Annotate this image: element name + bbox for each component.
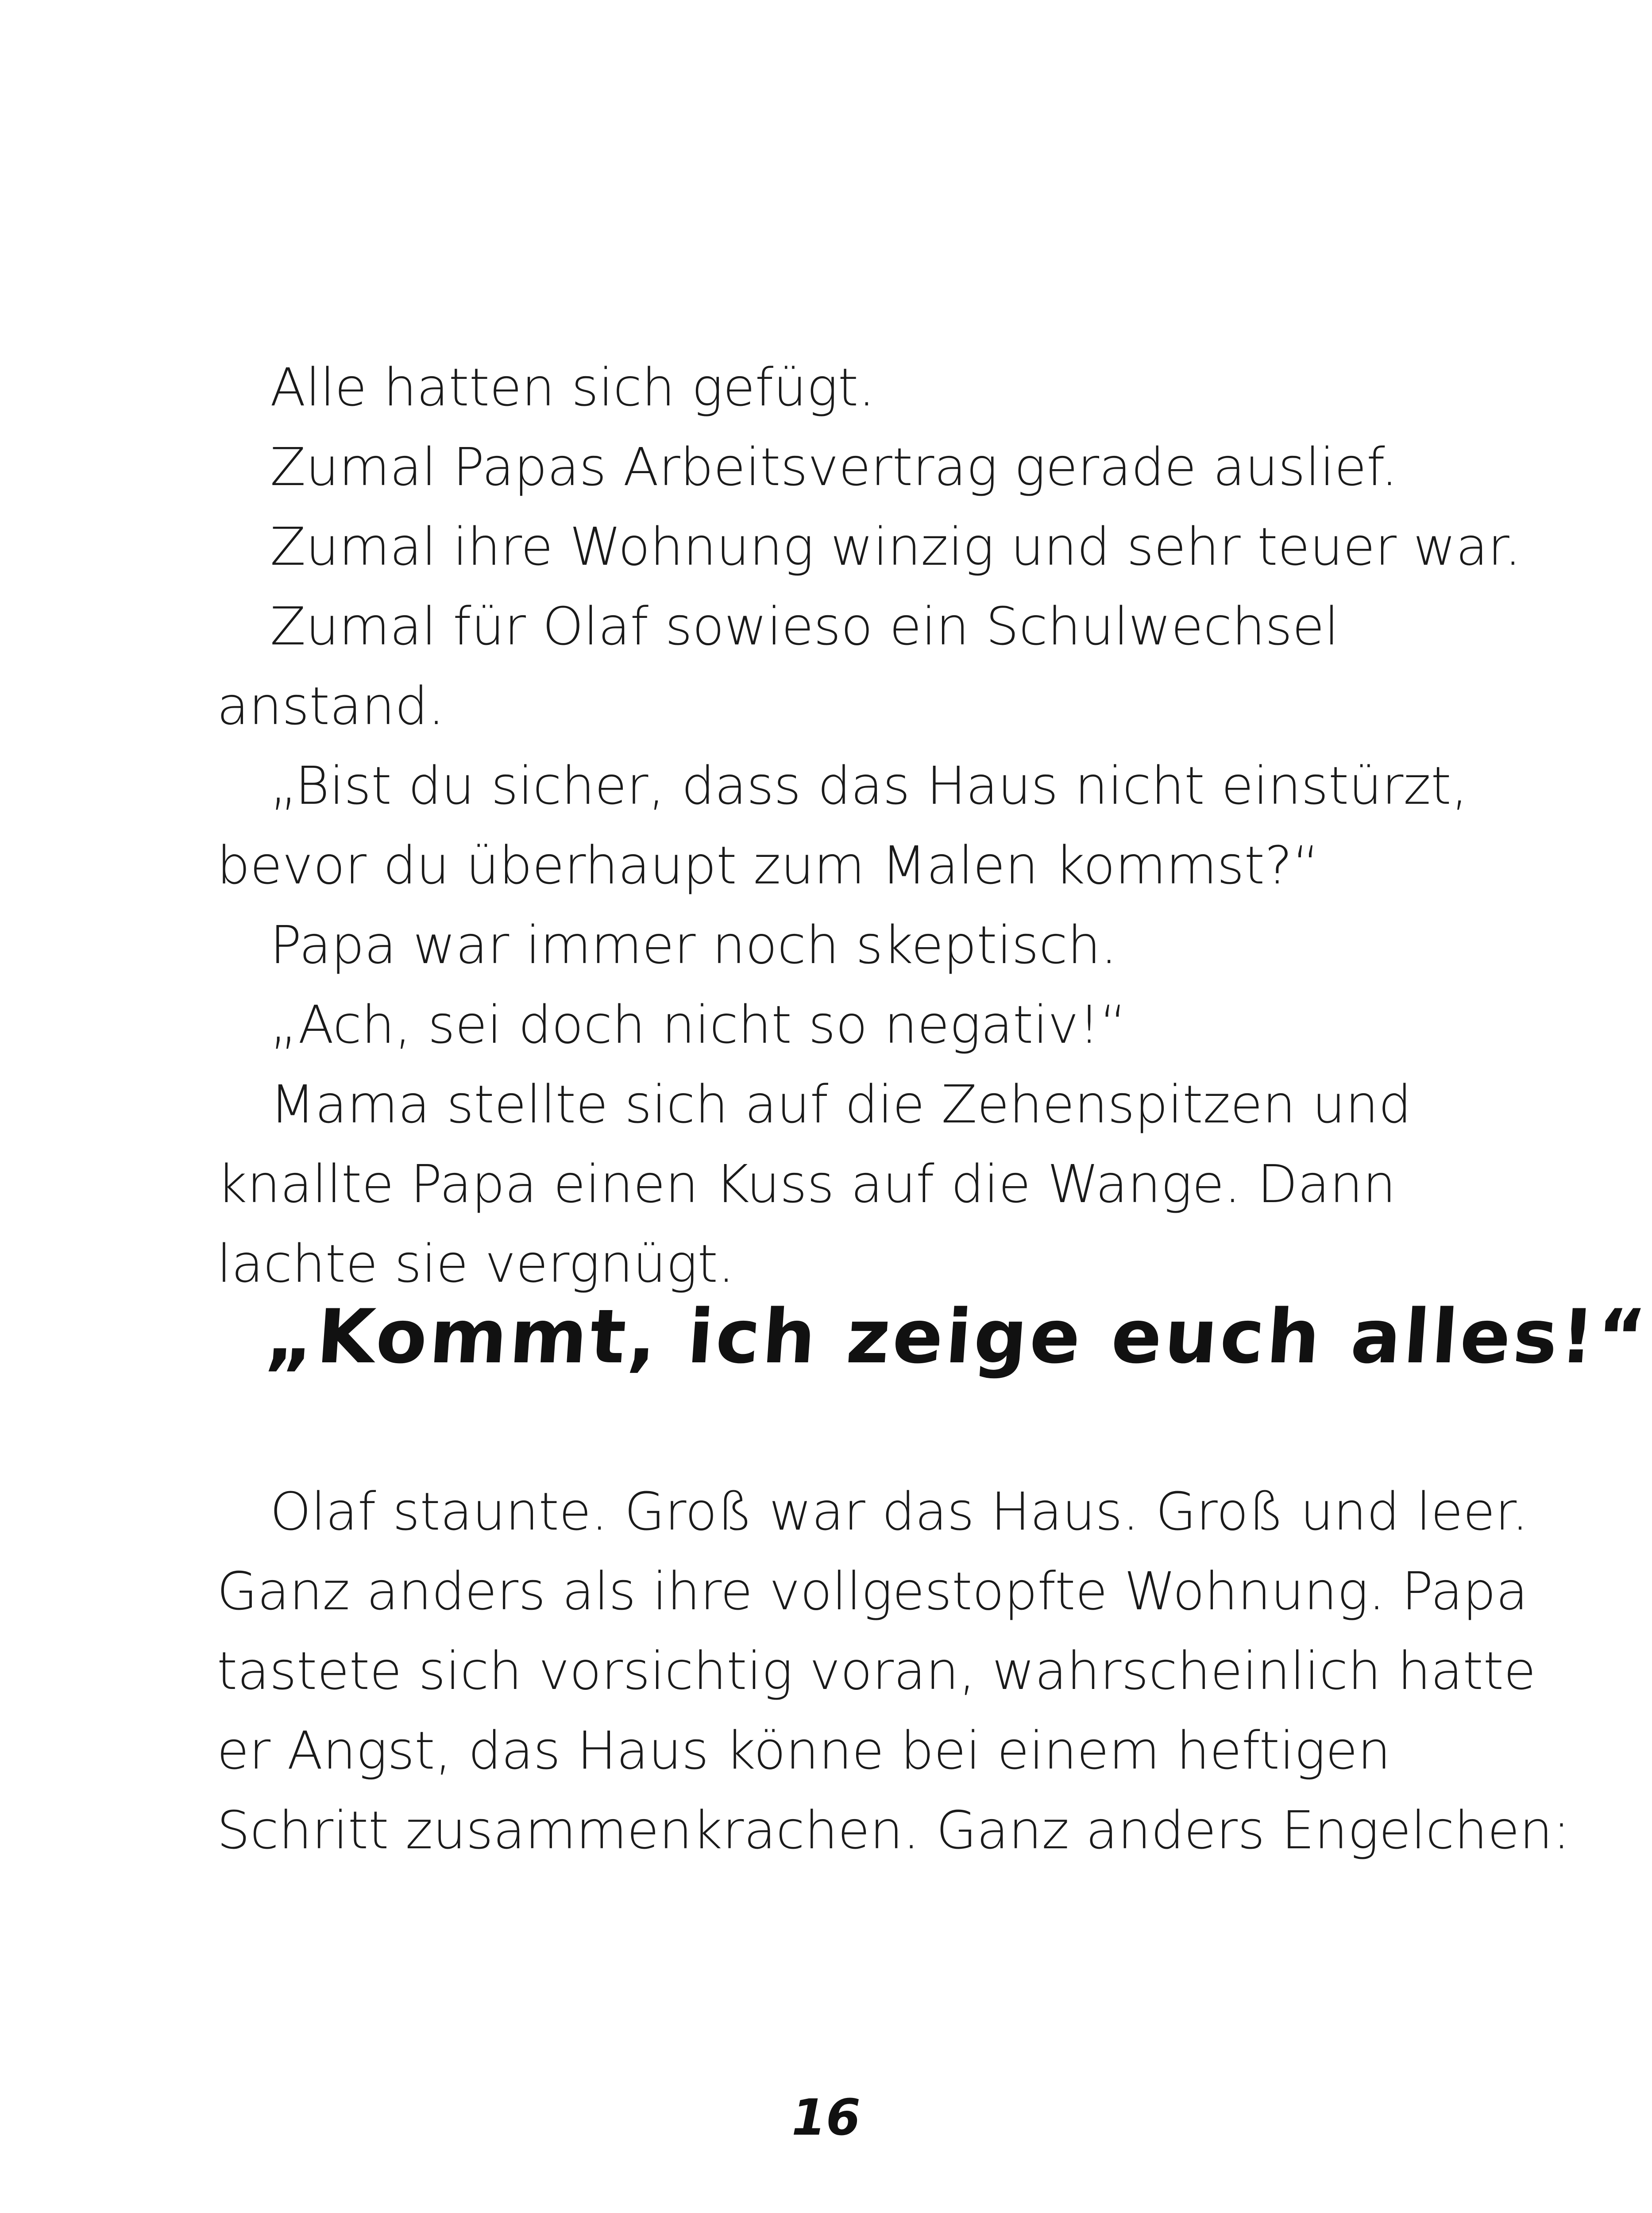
- text-line: Mama stellte sich auf die Zehenspitzen und: [270, 1074, 1412, 1135]
- text-line: bevor du überhaupt zum Malen kommst?“: [217, 835, 1320, 896]
- display-heading: „Kommt, ich zeige euch alles!“: [262, 1293, 1652, 1380]
- text-line: Olaf staunte. Groß war das Haus. Groß und leer.: [270, 1481, 1528, 1542]
- text-line: anstand.: [217, 675, 445, 736]
- text-line: er Angst, das Haus könne bei einem heftigen: [217, 1720, 1391, 1781]
- text-line: „Bist du sicher, dass das Haus nicht einstürzt,: [270, 755, 1468, 816]
- text-line: knallte Papa einen Kuss auf die Wange. Dann: [217, 1153, 1396, 1214]
- text-line: „Ach, sei doch nicht so negativ!“: [270, 994, 1127, 1055]
- text-line: Ganz anders als ihre vollgestopfte Wohnung. Papa: [217, 1561, 1528, 1622]
- text-line: Papa war immer noch skeptisch.: [270, 914, 1117, 975]
- page-number: 16: [791, 2089, 861, 2147]
- text-line: tastete sich vorsichtig voran, wahrscheinlich hatte: [217, 1640, 1536, 1701]
- text-line: lachte sie vergnügt.: [217, 1233, 735, 1294]
- text-line: Zumal für Olaf sowieso ein Schulwechsel: [270, 596, 1339, 657]
- text-line: Schritt zusammenkrachen. Ganz anders Engelchen:: [217, 1800, 1571, 1861]
- text-line: Alle hatten sich gefügt.: [270, 357, 875, 418]
- text-line: Zumal Papas Arbeitsvertrag gerade auslief.: [270, 436, 1398, 497]
- text-line: Zumal ihre Wohnung winzig und sehr teuer war.: [270, 516, 1521, 577]
